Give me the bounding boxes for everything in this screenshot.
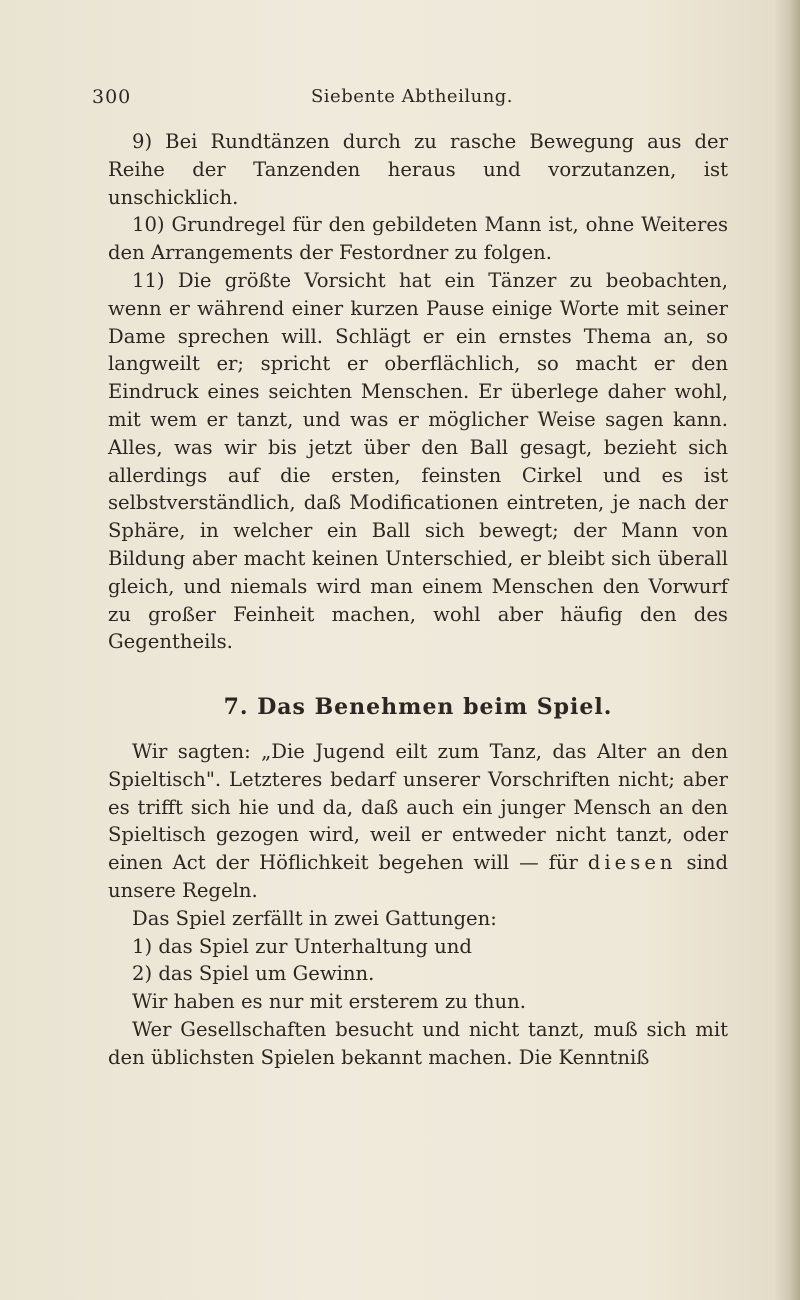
- section-paragraph-2: Das Spiel zerfällt in zwei Gattungen:: [132, 906, 497, 930]
- section-heading: 7. Das Benehmen beim Spiel.: [223, 694, 613, 721]
- rule-9: 9) Bei Rundtänzen durch zu rasche Bewegung aus der Reihe der Tanzenden heraus und vorzutanzen, ist unschicklich.: [108, 130, 728, 209]
- rule-10: 10) Grundregel für den gebildeten Mann ist, ohne Weiteres den Arrangements der Festordner zu folgen.: [108, 213, 728, 265]
- page-header: [92, 86, 732, 116]
- section-paragraph-4: Wer Gesellschaften besucht und nicht tanzt, muß sich mit den üblichsten Spielen bekannt machen. Die Kenntniß: [108, 1017, 728, 1069]
- section-paragraph-3: Wir haben es nur mit ersterem zu thun.: [132, 990, 526, 1014]
- section-paragraph-1: [108, 738, 728, 905]
- paragraph-1-text: Wir sagten: „Die Jugend eilt zum Tanz, das Alter an den Spieltisch". Letzteres bedarf unserer Vorschriften nicht; aber es trifft sich hie und da, daß auch ein junger Mensch an den Spieltisch gezogen wird, weil er entweder nicht tanzt, oder einen Act der Höflichkeit begehen will — für: [108, 739, 728, 875]
- list-item-1: 1) das Spiel zur Unterhaltung und: [132, 934, 472, 958]
- page-body: [108, 128, 728, 1072]
- rule-11: 11) Die größte Vorsicht hat ein Tänzer zu beobachten, wenn er während einer kurzen Pause einige Worte mit seiner Dame sprechen will. Schlägt er ein ernstes Thema an, so langweilt er; spricht er oberflächlich, so macht er den Eindruck eines seichten Menschen. Er überlege daher wohl, mit wem er tanzt, und was er möglicher Weise sagen kann. Alles, was wir bis jetzt über den Ball gesagt, bezieht sich allerdings auf die ersten, feinsten Cirkel und es ist selbstverständlich, daß Modificationen eintreten, je nach der Sphäre, in welcher ein Ball sich bewegt; der Mann von Bildung aber macht keinen Unterschied, er bleibt sich überall gleich, und niemals wird man einem Menschen den Vorwurf zu großer Feinheit machen, wohl aber häufig den des Gegentheils.: [108, 268, 728, 654]
- paragraph-1-end: sind unsere Regeln.: [108, 851, 728, 902]
- page-edge-shadow: [774, 0, 800, 1300]
- page-number: 300: [92, 86, 132, 108]
- running-title: Siebente Abtheilung.: [310, 86, 514, 107]
- list-item-2: 2) das Spiel um Gewinn.: [132, 962, 375, 986]
- emphasized-word: diesen: [587, 851, 677, 875]
